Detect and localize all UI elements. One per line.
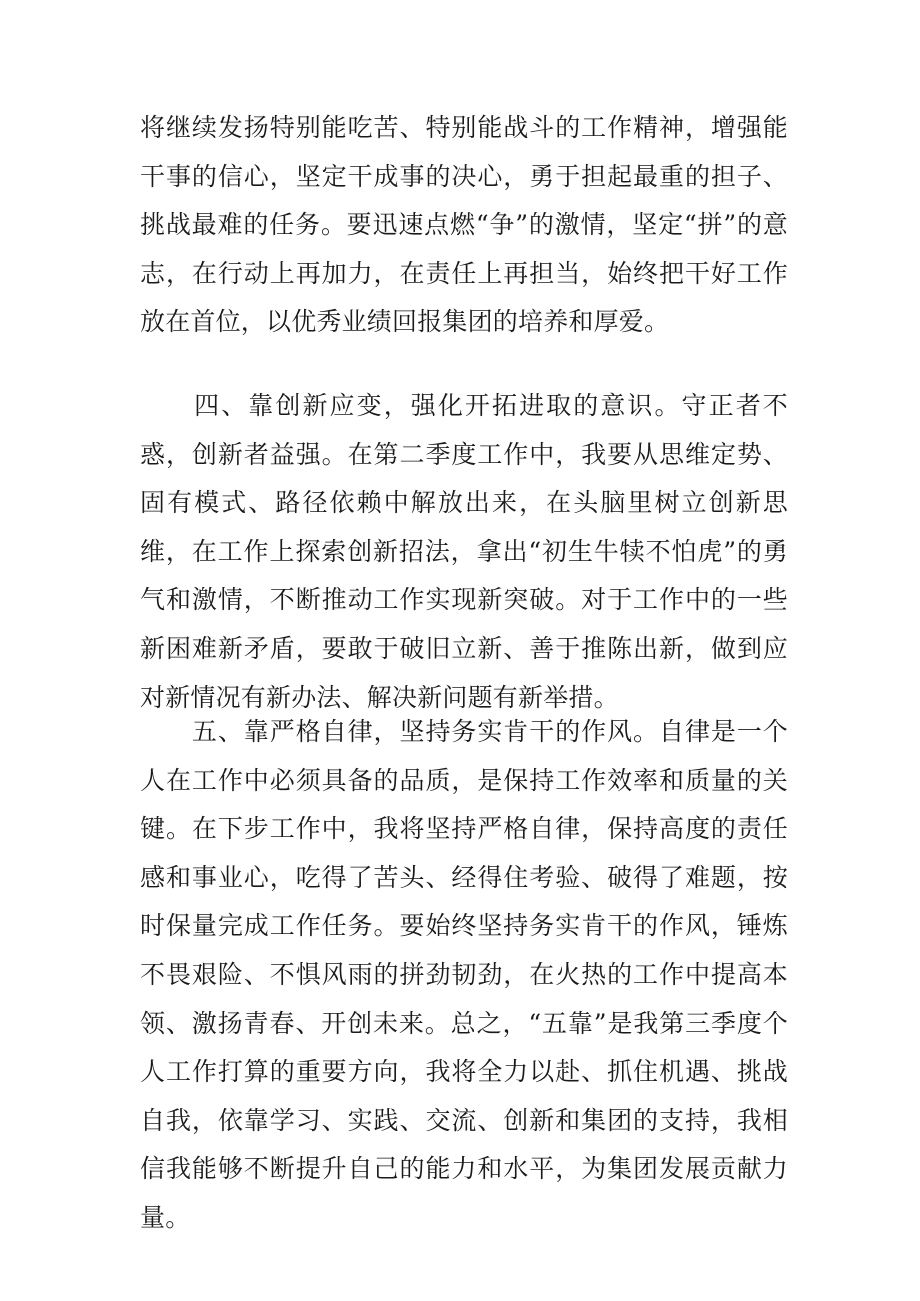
paragraph-section-four: 四、靠创新应变，强化开拓进取的意识。守正者不惑，创新者益强。在第二季度工作中，我要从思维定势、固有模式、路径依赖中解放出来，在头脑里树立创新思维，在工作上探索创新招法，拿出“初生牛犊不怕虎”的勇气和激情，不断推动工作实现新突破。对于工作中的一些新困难新矛盾，要敢于破旧立新、善于推陈出新，做到应对新情况有新办法、解决新问题有新举措。 xyxy=(140,391,788,712)
paragraph-continuation: 将继续发扬特别能吃苦、特别能战斗的工作精神，增强能干事的信心，坚定干成事的决心，勇于担起最重的担子、挑战最难的任务。要迅速点燃“争”的激情，坚定“拼”的意志，在行动上再加力，在责任上再担当，始终把干好工作放在首位，以优秀业绩回报集团的培养和厚爱。 xyxy=(140,113,788,337)
paragraph-section-five: 五、靠严格自律，坚持务实肯干的作风。自律是一个人在工作中必须具备的品质，是保持工作效率和质量的关键。在下步工作中，我将坚持严格自律，保持高度的责任感和事业心，吃得了苦头、经得住考验、破得了难题，按时保量完成工作任务。要始终坚持务实肯干的作风，锤炼不畏艰险、不惧风雨的拼劲韧劲，在火热的工作中提高本领、激扬青春、开创未来。总之，“五靠”是我第三季度个人工作打算的重要方向，我将全力以赴、抓住机遇、挑战自我，依靠学习、实践、交流、创新和集团的支持，我相信我能够不断提升自己的能力和水平，为集团发展贡献力量。 xyxy=(140,717,788,1232)
